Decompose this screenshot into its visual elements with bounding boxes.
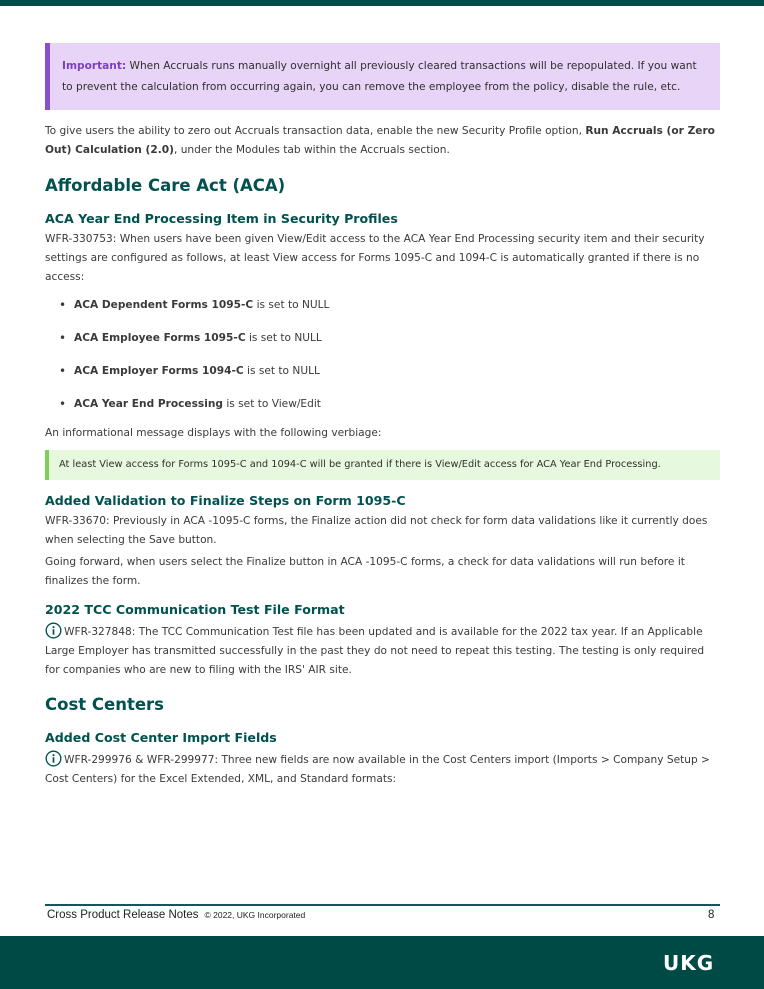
informational-message-callout: At least View access for Forms 1095-C and 1094-C will be granted if there is View/Edit access for ACA Year End Processing. [45,450,720,480]
accruals-text-post: , under the Modules tab within the Accruals section. [173,144,450,156]
info-circle-icon [45,750,62,767]
page-number: 8 [708,909,715,921]
page-content [45,43,720,789]
list-item-text: is set to NULL [253,299,330,311]
tcc-paragraph [45,622,720,680]
important-callout [45,43,720,110]
list-item [45,329,720,362]
cost-center-import-paragraph [45,750,720,789]
footer-title [47,909,305,921]
list-item [45,395,720,428]
list-item-text: is set to NULL [245,332,322,344]
important-text: When Accruals runs manually overnight all previously cleared transactions will be repopulated. If you want to prevent the calculation from occurring again, you can remove the employee from the policy, disable the rule, etc. [62,60,697,93]
ukg-logo: UKG [663,951,715,975]
info-circle-icon [45,622,62,639]
accruals-paragraph [45,122,720,160]
aca-heading: Affordable Care Act (ACA) [45,176,286,195]
message-intro: An informational message displays with the following verbiage: [45,427,382,439]
list-item [45,296,720,329]
accruals-text-pre: To give users the ability to zero out Accruals transaction data, enable the new Security Profile option, [45,125,586,137]
aca-year-end-heading: ACA Year End Processing Item in Security Profiles [45,211,398,226]
list-item-bold: ACA Dependent Forms 1095-C [74,299,254,311]
cost-center-import-heading: Added Cost Center Import Fields [45,730,277,745]
top-brand-bar [0,0,764,6]
list-item-bold: ACA Employee Forms 1095-C [74,332,246,344]
accruals-option-name: Run Accruals (or Zero Out) Calculation (2.0) [45,125,715,156]
tcc-heading: 2022 TCC Communication Test File Format [45,602,345,617]
footer-divider [45,904,720,906]
validation-text-1: WFR-33670: Previously in ACA -1095-C forms, the Finalize action did not check for form data validations like it currently does when selecting the Save button. [45,515,708,546]
list-item-bold: ACA Year End Processing [74,398,223,410]
aca-settings-list [45,296,720,428]
footer-copyright: © 2022, UKG Incorporated [204,910,306,920]
bottom-brand-bar [0,936,764,989]
footer-doc-title: Cross Product Release Notes [47,909,199,921]
cost-centers-heading: Cost Centers [45,695,164,714]
important-label: Important: [62,60,127,72]
validation-text-2: Going forward, when users select the Finalize button in ACA -1095-C forms, a check for data validations will run before it finalizes the form. [45,556,685,587]
list-item-text: is set to NULL [243,365,320,377]
cost-center-import-text: WFR-299976 & WFR-299977: Three new fields are now available in the Cost Centers import (Imports > Company Setup > Cost Centers) for the Excel Extended, XML, and Standard formats: [45,754,710,785]
validation-heading: Added Validation to Finalize Steps on Form 1095-C [45,493,406,508]
list-item-bold: ACA Employer Forms 1094-C [74,365,244,377]
aca-year-end-text: WFR-330753: When users have been given View/Edit access to the ACA Year End Processing security item and their security settings are configured as follows, at least View access for Forms 1095-C and 1094-C is automatically granted if there is no access: [45,233,705,283]
tcc-text: WFR-327848: The TCC Communication Test file has been updated and is available for the 2022 tax year. If an Applicable Large Employer has transmitted successfully in the past they do not need to repeat this testing. The testing is only required for companies who are new to filing with the IRS' AIR site. [45,626,705,676]
list-item-text: is set to View/Edit [222,398,321,410]
list-item [45,362,720,395]
